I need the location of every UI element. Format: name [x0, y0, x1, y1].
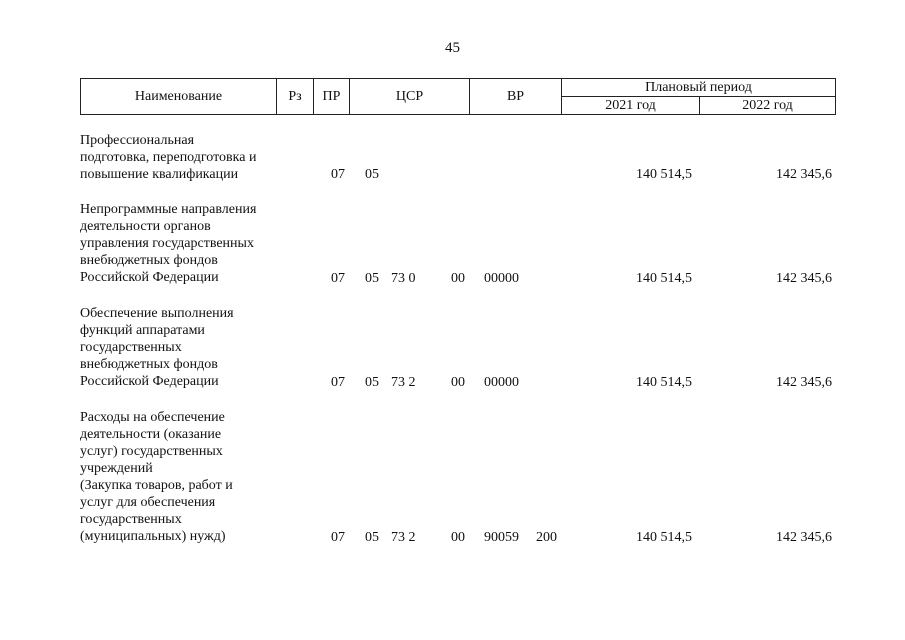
- row-rz: 07: [331, 271, 345, 286]
- header-pr: ПР: [322, 89, 341, 104]
- row-csr-subprogram: 00: [451, 375, 465, 390]
- header-year-2021: 2021 год: [605, 98, 656, 113]
- row-value-2022: 142 345,6: [776, 167, 832, 182]
- row-pr: 05: [365, 167, 379, 182]
- row-csr-direction: 00000: [484, 271, 519, 286]
- row-value-2022: 142 345,6: [776, 375, 832, 390]
- header-rz: Рз: [288, 89, 302, 104]
- row-value-2022: 142 345,6: [776, 271, 832, 286]
- row-csr-subprogram: 00: [451, 271, 465, 286]
- row-name: Расходы на обеспечение деятельности (оказание услуг) государственных учреждений (Закупка товаров, работ и услуг для обеспечения государственных (муниципальных) нужд): [80, 410, 233, 544]
- header-bottom-border: [80, 114, 836, 115]
- row-value-2022: 142 345,6: [776, 530, 832, 545]
- row-pr: 05: [365, 271, 379, 286]
- row-name: Непрограммные направления деятельности органов управления государственных внебюджетных фондов Российской Федерации: [80, 202, 257, 285]
- row-csr-program: 73 2: [391, 375, 416, 390]
- row-csr-direction: 00000: [484, 375, 519, 390]
- row-csr-subprogram: 00: [451, 530, 465, 545]
- row-value-2021: 140 514,5: [636, 271, 692, 286]
- row-csr-direction: 90059: [484, 530, 519, 545]
- header-vr: ВР: [506, 89, 525, 104]
- row-csr-program: 73 0: [391, 271, 416, 286]
- header-year-2022: 2022 год: [742, 98, 793, 113]
- header-csr: ЦСР: [395, 89, 424, 104]
- row-name: Профессиональная подготовка, переподготовка и повышение квалификации: [80, 133, 257, 182]
- row-rz: 07: [331, 530, 345, 545]
- header-border-right: [835, 78, 836, 115]
- row-rz: 07: [331, 375, 345, 390]
- row-name: Обеспечение выполнения функций аппаратами государственных внебюджетных фондов Российской Федерации: [80, 306, 234, 389]
- row-csr-program: 73 2: [391, 530, 416, 545]
- page-number: 45: [445, 40, 460, 56]
- row-vr: 200: [536, 530, 557, 545]
- header-planned-period: Плановый период: [645, 80, 752, 95]
- row-pr: 05: [365, 530, 379, 545]
- header-name: Наименование: [134, 89, 223, 104]
- row-rz: 07: [331, 167, 345, 182]
- row-value-2021: 140 514,5: [636, 167, 692, 182]
- row-pr: 05: [365, 375, 379, 390]
- row-value-2021: 140 514,5: [636, 530, 692, 545]
- row-value-2021: 140 514,5: [636, 375, 692, 390]
